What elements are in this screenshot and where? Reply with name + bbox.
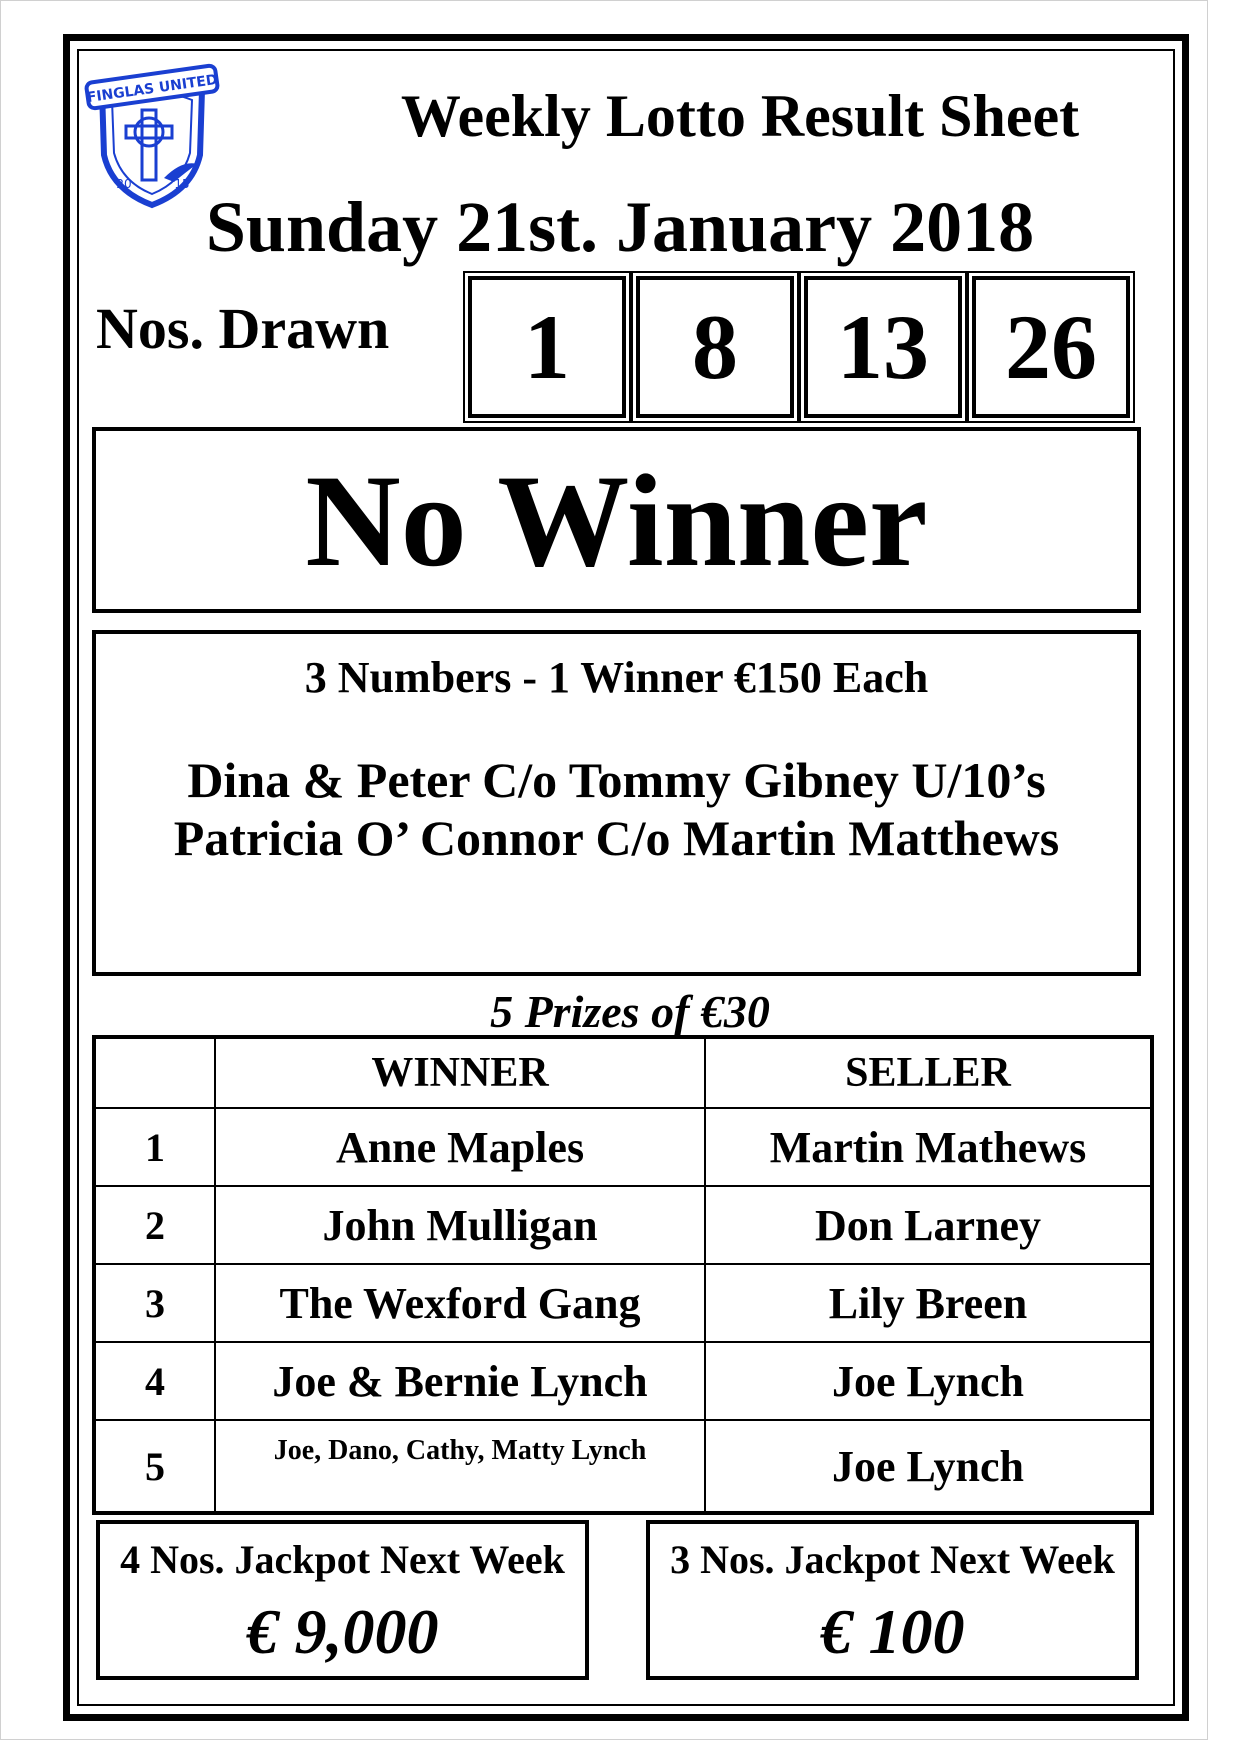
drawn-number-box bbox=[468, 276, 626, 418]
prize-seller: Don Larney bbox=[705, 1186, 1152, 1264]
table-row bbox=[94, 1264, 1152, 1342]
table-row bbox=[94, 1420, 1152, 1513]
three-numbers-winner-line: Dina & Peter C/o Tommy Gibney U/10’s bbox=[187, 752, 1046, 808]
prize-number: 4 bbox=[94, 1342, 215, 1420]
drawn-number-box bbox=[972, 276, 1130, 418]
result-text: No Winner bbox=[305, 446, 928, 594]
drawn-number: 1 bbox=[524, 296, 570, 398]
numbers-drawn-label: Nos. Drawn bbox=[96, 295, 390, 361]
prize-number: 2 bbox=[94, 1186, 215, 1264]
page-title: Weekly Lotto Result Sheet bbox=[400, 82, 1080, 149]
prize-number: 1 bbox=[94, 1108, 215, 1186]
jackpot-box-4-numbers bbox=[96, 1520, 589, 1680]
table-row bbox=[94, 1186, 1152, 1264]
prize-winner: Anne Maples bbox=[215, 1108, 705, 1186]
crest-year-left: 20 bbox=[116, 177, 132, 191]
prizes-header-row bbox=[94, 1037, 1152, 1108]
prize-seller: Joe Lynch bbox=[705, 1420, 1152, 1513]
draw-date: Sunday 21st. January 2018 bbox=[205, 186, 1035, 267]
table-row bbox=[94, 1342, 1152, 1420]
prize-number: 5 bbox=[94, 1420, 215, 1513]
prize-seller: Lily Breen bbox=[705, 1264, 1152, 1342]
crest-club-name: FINGLAS UNITED bbox=[85, 71, 219, 107]
jackpot-amount: € 100 bbox=[820, 1596, 965, 1667]
drawn-number: 13 bbox=[837, 296, 929, 398]
three-numbers-heading: 3 Numbers - 1 Winner €150 Each bbox=[304, 652, 929, 702]
three-numbers-winner-line: Patricia O’ Connor C/o Martin Matthews bbox=[173, 810, 1060, 866]
drawn-number-box bbox=[636, 276, 794, 418]
prize-winner: Joe, Dano, Cathy, Matty Lynch bbox=[215, 1420, 705, 1513]
prize-winner: John Mulligan bbox=[215, 1186, 705, 1264]
prize-seller: Joe Lynch bbox=[705, 1342, 1152, 1420]
prize-winner: Joe & Bernie Lynch bbox=[215, 1342, 705, 1420]
jackpot-amount: € 9,000 bbox=[246, 1596, 439, 1667]
prizes-heading: 5 Prizes of €30 bbox=[490, 985, 770, 1037]
jackpot-label: 3 Nos. Jackpot Next Week bbox=[670, 1536, 1115, 1582]
prize-winner: The Wexford Gang bbox=[215, 1264, 705, 1342]
prize-seller: Martin Mathews bbox=[705, 1108, 1152, 1186]
jackpot-box-3-numbers bbox=[646, 1520, 1139, 1680]
drawn-number-box bbox=[804, 276, 962, 418]
jackpot-label: 4 Nos. Jackpot Next Week bbox=[120, 1536, 565, 1582]
drawn-number: 26 bbox=[1005, 296, 1097, 398]
crest-year-right: 15 bbox=[174, 177, 190, 191]
prizes-table bbox=[92, 1035, 1154, 1515]
three-numbers-box bbox=[92, 630, 1141, 976]
result-box bbox=[92, 427, 1141, 613]
column-header-seller: SELLER bbox=[705, 1037, 1152, 1108]
drawn-number: 8 bbox=[692, 296, 738, 398]
column-header-winner: WINNER bbox=[215, 1037, 705, 1108]
table-row bbox=[94, 1108, 1152, 1186]
prize-number: 3 bbox=[94, 1264, 215, 1342]
column-header-number bbox=[94, 1037, 215, 1108]
